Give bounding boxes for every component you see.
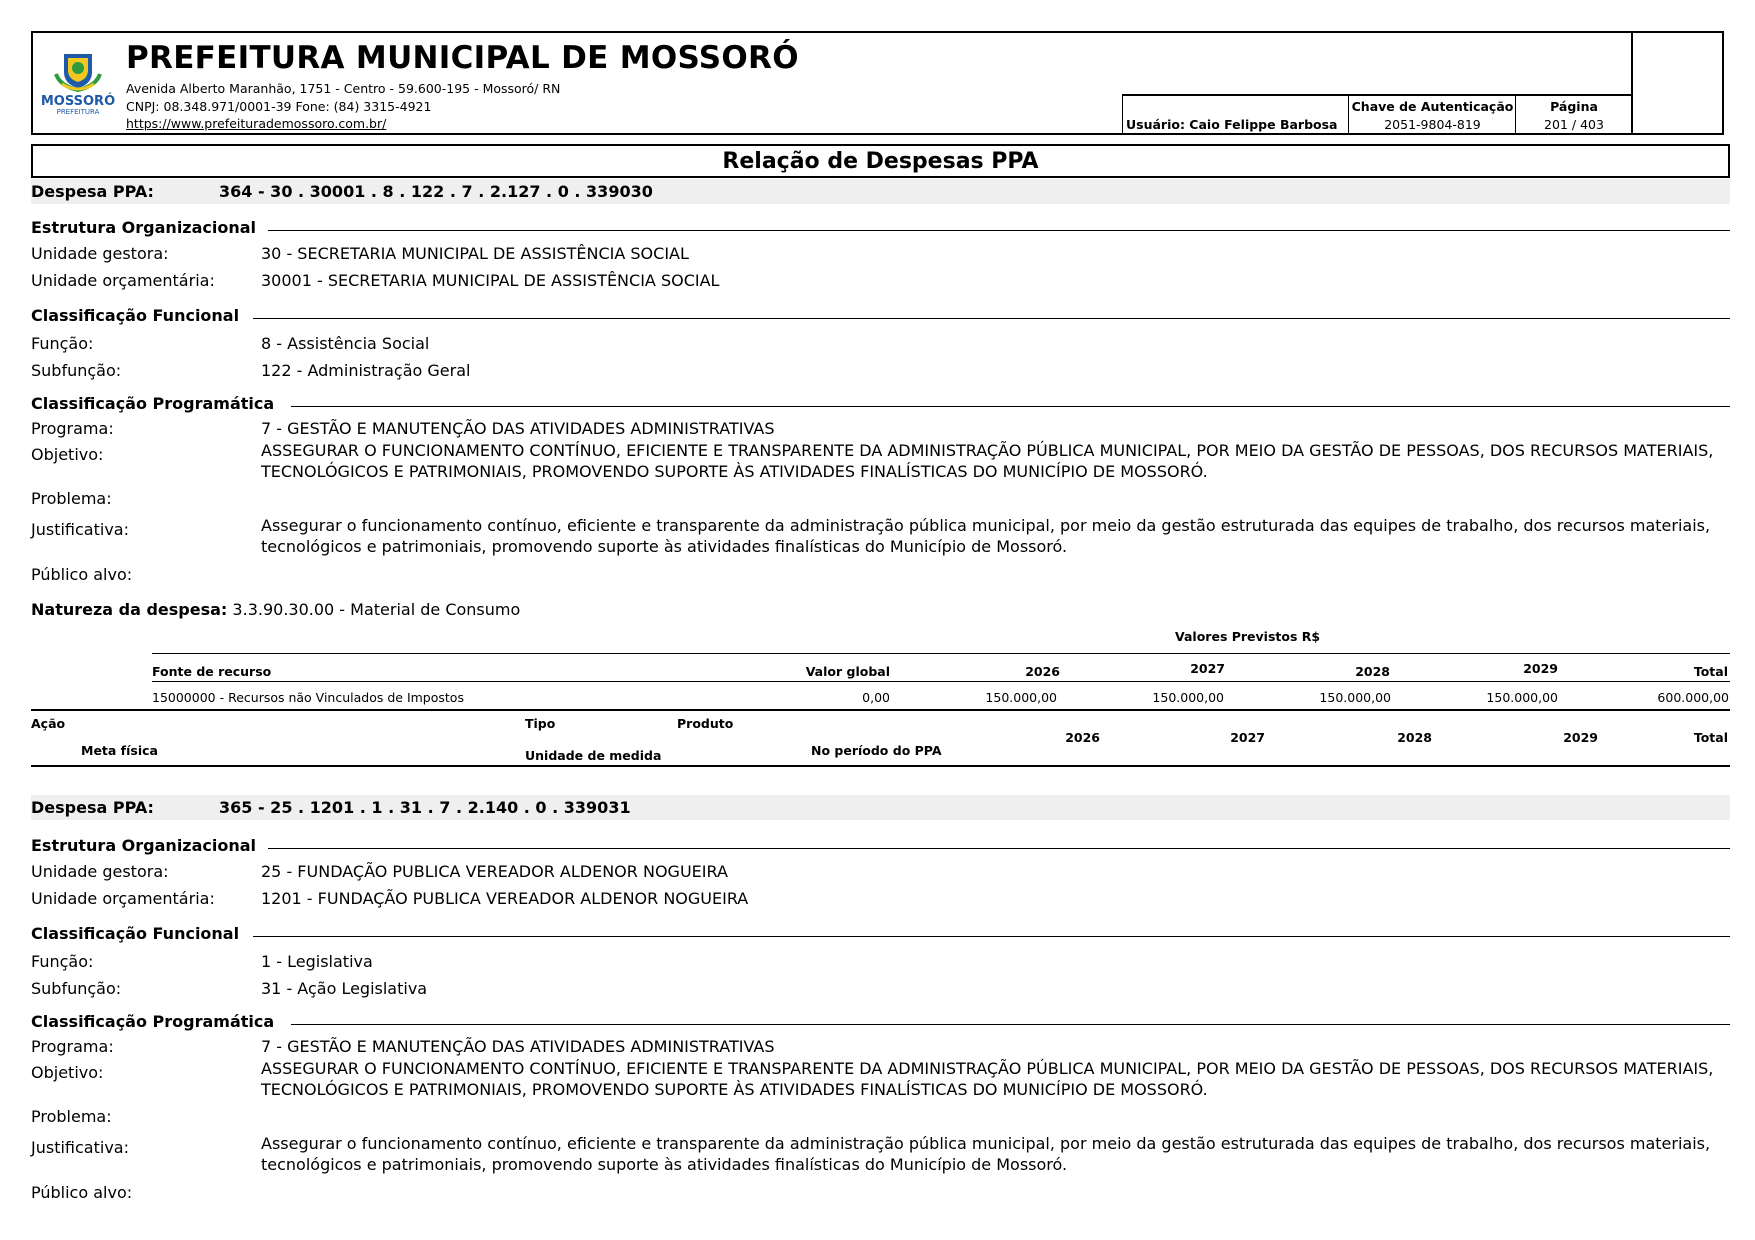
report-title: Relação de Despesas PPA [722,149,1039,174]
valores-caption: Valores Previstos R$ [1175,629,1321,644]
section-rule [291,406,1730,407]
publico-alvo-label: Público alvo: [31,565,133,584]
acao-col-2026: 2026 [1065,730,1100,745]
despesa-label: Despesa PPA: [31,182,154,201]
table-rule [152,653,1730,654]
section-rule [268,848,1730,849]
table-rule [31,709,1730,711]
org-cnpj-phone: CNPJ: 08.348.971/0001-39 Fone: (84) 3315-4921 [126,99,432,114]
page-label: Página [1550,99,1598,114]
unidade-orcamentaria-value: 1201 - FUNDAÇÃO PUBLICA VEREADOR ALDENOR NOGUEIRA [261,889,749,908]
despesa-code: 365 - 25 . 1201 . 1 . 31 . 7 . 2.140 . 0 . 339031 [219,798,631,817]
acao-col-2029: 2029 [1563,730,1598,745]
objetivo-label: Objetivo: [31,1063,104,1082]
table-rule [152,681,1730,682]
programa-value: 7 - GESTÃO E MANUTENÇÃO DAS ATIVIDADES ADMINISTRATIVAS [261,1037,775,1056]
col-2027: 2027 [1190,661,1225,676]
section-estrutura: Estrutura Organizacional [31,836,257,855]
section-class-funcional: Classificação Funcional [31,306,240,325]
unidade-orcamentaria-label: Unidade orçamentária: [31,889,215,908]
unidade-gestora-label: Unidade gestora: [31,862,169,881]
col-total: Total [1693,664,1728,679]
section-rule [268,230,1730,231]
col-2026: 2026 [1025,664,1060,679]
table-cell-total: 600.000,00 [1657,690,1729,705]
col-2028: 2028 [1355,664,1390,679]
natureza-label: Natureza da despesa: [31,600,228,619]
programa-label: Programa: [31,419,114,438]
col-valor-global: Valor global [805,664,890,679]
despesa-bar [31,179,1730,204]
objetivo-value: ASSEGURAR O FUNCIONAMENTO CONTÍNUO, EFICIENTE E TRANSPARENTE DA ADMINISTRAÇÃO PÚBLICA MUNICIPAL, POR MEIO DA GESTÃO DE PESSOAS, DOS RECURSOS MATERIAIS, TECNOLÓGICOS E PATRIMONIAIS, PROMOVENDO SUPORTE ÀS ATIVIDADES FINALÍSTICAS DO MUNICÍPIO DE MOSSORÓ. [261,441,1714,481]
section-rule [253,318,1730,319]
despesa-label: Despesa PPA: [31,798,154,817]
auth-key-value: 2051-9804-819 [1384,117,1481,132]
unidade-gestora-value: 30 - SECRETARIA MUNICIPAL DE ASSISTÊNCIA SOCIAL [261,244,689,263]
publico-alvo-label: Público alvo: [31,1183,133,1202]
org-name: PREFEITURA MUNICIPAL DE MOSSORÓ [126,40,799,76]
unidade-gestora-value: 25 - FUNDAÇÃO PUBLICA VEREADOR ALDENOR NOGUEIRA [261,862,728,881]
acao-col-2028: 2028 [1397,730,1432,745]
subfuncao-value: 31 - Ação Legislativa [261,979,428,998]
acao-col-total: Total [1693,730,1728,745]
page-number: 201 / 403 [1544,117,1604,132]
section-class-funcional: Classificação Funcional [31,924,240,943]
subfuncao-label: Subfunção: [31,361,122,380]
page-cell [1515,94,1632,135]
programa-value: 7 - GESTÃO E MANUTENÇÃO DAS ATIVIDADES ADMINISTRATIVAS [261,419,775,438]
section-class-programatica: Classificação Programática [31,394,275,413]
objetivo-value: ASSEGURAR O FUNCIONAMENTO CONTÍNUO, EFICIENTE E TRANSPARENTE DA ADMINISTRAÇÃO PÚBLICA MUNICIPAL, POR MEIO DA GESTÃO DE PESSOAS, DOS RECURSOS MATERIAIS, TECNOLÓGICOS E PATRIMONIAIS, PROMOVENDO SUPORTE ÀS ATIVIDADES FINALÍSTICAS DO MUNICÍPIO DE MOSSORÓ. [261,1059,1714,1099]
section-rule [253,936,1730,937]
table-cell-fonte: 15000000 - Recursos não Vinculados de Impostos [152,690,464,705]
section-class-programatica: Classificação Programática [31,1012,275,1031]
section-rule [291,1024,1730,1025]
natureza-value: 3.3.90.30.00 - Material de Consumo [232,600,521,619]
table-cell-valor-global: 0,00 [862,690,890,705]
user-label: Usuário: Caio Felippe Barbosa [1126,117,1338,132]
logo-text: MOSSORÓ [40,94,116,109]
table-cell-2027: 150.000,00 [1152,690,1224,705]
unidade-orcamentaria-label: Unidade orçamentária: [31,271,215,290]
subfuncao-label: Subfunção: [31,979,122,998]
justificativa-value: Assegurar o funcionamento contínuo, eficiente e transparente da administração pública municipal, por meio da gestão estruturada das equipes de trabalho, dos recursos materiais, tecnológicos e patrimoniais, promovendo suporte às atividades finalísticas do Município de Mossoró. [261,1134,1711,1174]
col-2029: 2029 [1523,661,1558,676]
natureza-row [31,600,520,619]
org-address: Avenida Alberto Maranhão, 1751 - Centro - 59.600-195 - Mossoró/ RN [126,81,561,96]
no-periodo-label: No período do PPA [811,743,942,758]
funcao-value: 1 - Legislativa [261,952,373,971]
acao-label: Ação [31,716,66,731]
funcao-value: 8 - Assistência Social [261,334,430,353]
produto-label: Produto [677,716,734,731]
problema-label: Problema: [31,1107,112,1126]
meta-fisica-label: Meta física [81,743,158,758]
objetivo-label: Objetivo: [31,445,104,464]
unidade-gestora-label: Unidade gestora: [31,244,169,263]
despesa-code: 364 - 30 . 30001 . 8 . 122 . 7 . 2.127 . 0 . 339030 [219,182,653,201]
justificativa-value: Assegurar o funcionamento contínuo, eficiente e transparente da administração pública municipal, por meio da gestão estruturada das equipes de trabalho, dos recursos materiais, tecnológicos e patrimoniais, promovendo suporte às atividades finalísticas do Município de Mossoró. [261,516,1711,556]
section-estrutura: Estrutura Organizacional [31,218,257,237]
tipo-label: Tipo [525,716,556,731]
justificativa-label: Justificativa: [31,520,129,539]
unidade-orcamentaria-value: 30001 - SECRETARIA MUNICIPAL DE ASSISTÊNCIA SOCIAL [261,271,720,290]
despesa-bar [31,795,1730,820]
funcao-label: Função: [31,334,94,353]
justificativa-label: Justificativa: [31,1138,129,1157]
unidade-medida-label: Unidade de medida [525,748,662,763]
subfuncao-value: 122 - Administração Geral [261,361,471,380]
logo-subtext: PREFEITURA [56,108,100,116]
table-cell-2028: 150.000,00 [1319,690,1391,705]
title-box [31,144,1730,178]
user-cell [1122,94,1349,135]
problema-label: Problema: [31,489,112,508]
header-divider [1631,31,1633,135]
col-fonte-recurso: Fonte de recurso [152,664,272,679]
programa-label: Programa: [31,1037,114,1056]
table-cell-2026: 150.000,00 [985,690,1057,705]
funcao-label: Função: [31,952,94,971]
table-rule [31,765,1730,767]
auth-key-label: Chave de Autenticação [1351,99,1514,114]
org-website-link[interactable]: https://www.prefeiturademossoro.com.br/ [126,116,387,131]
auth-key-cell [1348,94,1516,135]
acao-col-2027: 2027 [1230,730,1265,745]
table-cell-2029: 150.000,00 [1486,690,1558,705]
city-logo [40,50,116,116]
